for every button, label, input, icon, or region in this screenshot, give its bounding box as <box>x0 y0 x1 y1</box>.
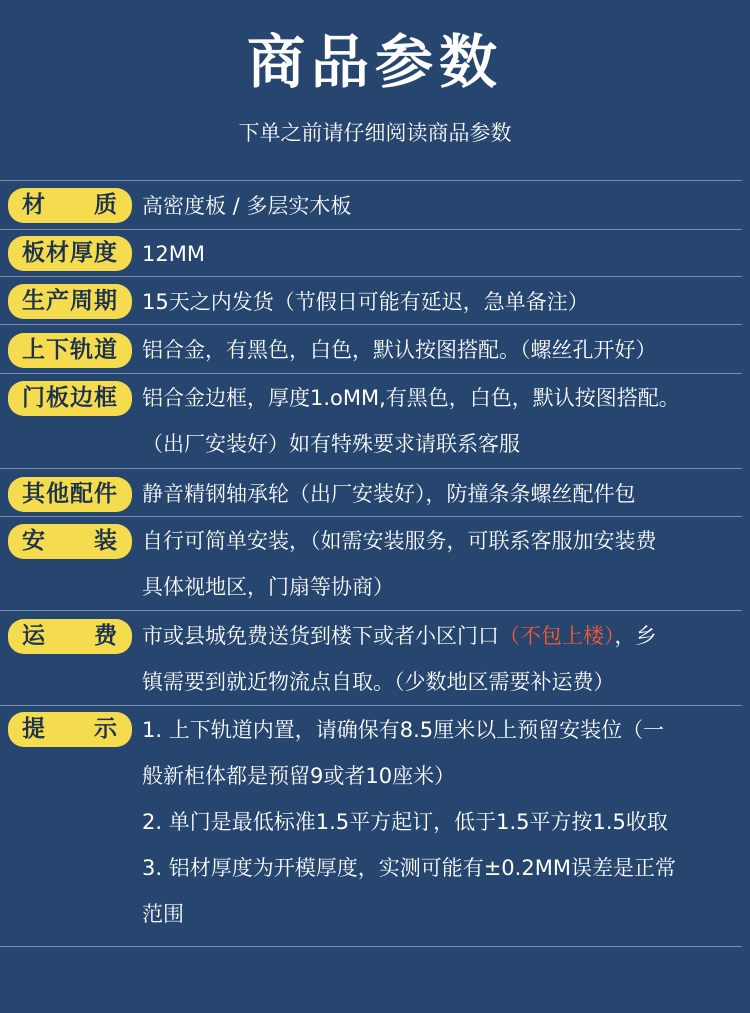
label-material <box>8 188 132 223</box>
row-divider <box>0 324 742 325</box>
label-rails: 上下轨道 <box>8 333 132 368</box>
content-rails <box>142 327 742 373</box>
label-install-char-1: 安 <box>22 528 46 554</box>
label-material-char-2: 质 <box>94 192 118 218</box>
label-tips-char-1: 提 <box>22 716 46 742</box>
bottom-divider <box>0 946 742 947</box>
tip-line-1: 1. 上下轨道内置，请确保有8.5厘米以上预留安装位（一 <box>142 718 665 742</box>
label-shipping-char-1: 运 <box>22 623 46 649</box>
page-subtitle: 下单之前请仔细阅读商品参数 <box>238 121 512 145</box>
label-tips-char-2: 示 <box>94 716 118 742</box>
content-frame <box>142 375 742 467</box>
row-divider <box>0 705 742 706</box>
content-line: 高密度板 / 多层实木板 <box>142 194 352 218</box>
label-tips <box>8 712 132 747</box>
shipping-text-end: ，乡 <box>614 624 657 648</box>
label-shipping-char-2: 费 <box>94 623 118 649</box>
row-divider <box>0 373 742 374</box>
content-shipping <box>142 613 742 705</box>
content-line: 静音精钢轴承轮（出厂安装好），防撞条条螺丝配件包 <box>142 482 636 506</box>
shipping-text: 市或县城免费送货到楼下或者小区门口 <box>142 624 499 648</box>
label-install-char-2: 装 <box>94 528 118 554</box>
content-production <box>142 279 742 325</box>
content-line: 铝合金，有黑色，白色，默认按图搭配。（螺丝孔开好） <box>142 338 657 362</box>
row-divider <box>0 276 742 277</box>
label-frame: 门板边框 <box>8 381 132 416</box>
label-thickness: 板材厚度 <box>8 236 132 271</box>
shipping-highlight: （不包上楼） <box>499 624 615 648</box>
label-material-char-1: 材 <box>22 192 46 218</box>
tip-line-3: 3. 铝材厚度为开模厚度，实测可能有±0.2MM误差是正常 <box>142 856 676 880</box>
content-material <box>142 183 742 229</box>
row-divider <box>0 610 742 611</box>
row-divider <box>0 180 742 181</box>
content-line <box>142 613 742 659</box>
row-divider <box>0 516 742 517</box>
content-line: 镇需要到就近物流点自取。（少数地区需要补运费） <box>142 670 615 694</box>
content-accessories <box>142 471 742 517</box>
content-line: 15天之内发货（节假日可能有延迟，急单备注） <box>142 290 589 314</box>
label-production: 生产周期 <box>8 284 132 319</box>
tip-line-1-cont: 般新柜体都是预留9或者10座米） <box>142 764 456 788</box>
tip-line-3-cont: 范围 <box>142 902 184 926</box>
content-tips <box>142 707 742 937</box>
label-shipping <box>8 619 132 654</box>
row-divider <box>0 468 742 469</box>
content-line: 铝合金边框，厚度1.oMM,有黑色，白色，默认按图搭配。 <box>142 386 680 410</box>
row-divider <box>0 229 742 230</box>
tip-line-2: 2. 单门是最低标准1.5平方起订，低于1.5平方按1.5收取 <box>142 810 668 834</box>
page-title: 商品参数 <box>246 28 503 96</box>
content-thickness <box>142 231 742 277</box>
content-line: 具体视地区，门扇等协商） <box>142 575 394 599</box>
label-install <box>8 524 132 559</box>
content-line: （出厂安装好）如有特殊要求请联系客服 <box>142 432 520 456</box>
content-line: 自行可简单安装，（如需安装服务，可联系客服加安装费 <box>142 529 657 553</box>
content-line: 12MM <box>142 242 205 266</box>
content-install <box>142 518 742 610</box>
label-accessories: 其他配件 <box>8 477 132 512</box>
